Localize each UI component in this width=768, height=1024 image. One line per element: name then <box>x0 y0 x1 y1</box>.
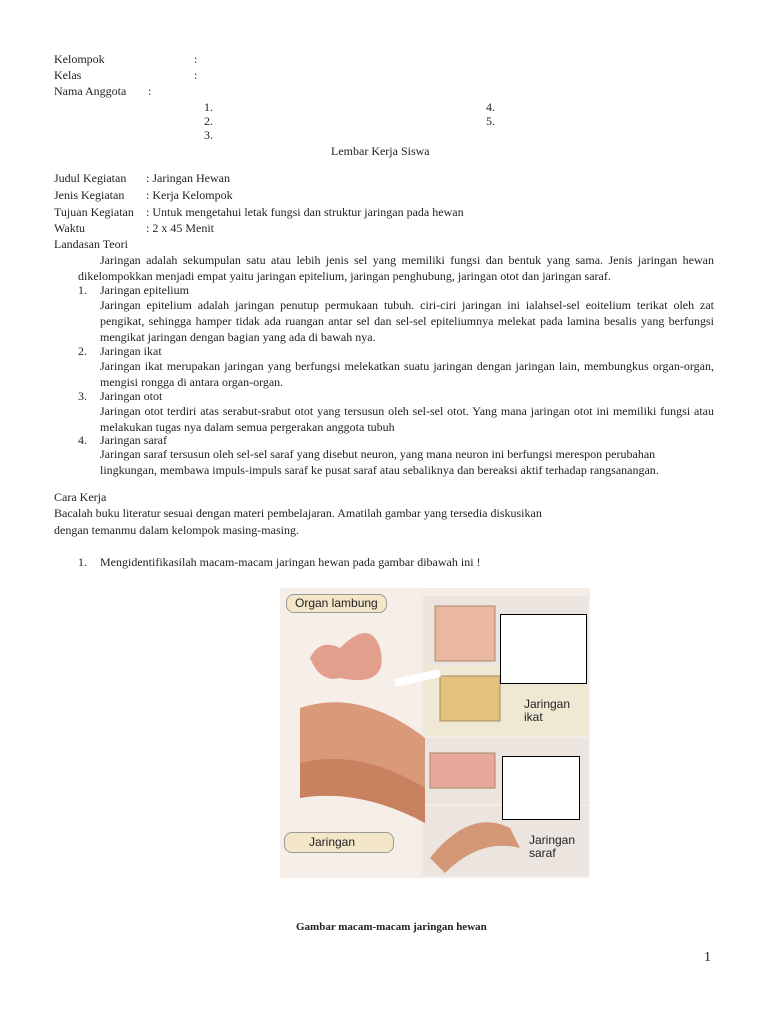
blank-answer-box[interactable] <box>500 614 587 684</box>
info-value: : Jaringan Hewan <box>146 171 230 185</box>
info-label: Tujuan Kegiatan <box>54 205 134 219</box>
item-text: Jaringan ikat merupakan jaringan yang berfungsi melekatkan suatu jaringan dengan jaringan lain, membungkus organ-organ, mengisi rongga di antara organ-organ. <box>100 359 714 389</box>
jaringan-saraf-label: Jaringan saraf <box>529 833 576 860</box>
jaringan-label: Jaringan <box>284 832 394 853</box>
colon: : <box>194 52 198 66</box>
item-text: Jaringan saraf tersusun oleh sel-sel saraf yang disebut neuron, yang mana neuron ini berfungsi merespon perubahan lingkungan, membawa impuls-impuls saraf ke pusat saraf atau sebaliknya dan bereaksi aktif terhadap rangsanangan. <box>100 447 659 477</box>
organ-lambung-label: Organ lambung <box>286 594 387 613</box>
page-number: 1 <box>704 950 711 965</box>
cara-text: Bacalah buku literatur sesuai dengan materi pembelajaran. Amatilah gambar yang tersedia diskusikan <box>54 506 542 520</box>
member-5: 5. <box>486 114 495 128</box>
info-value: : 2 x 45 Menit <box>146 221 214 235</box>
info-value: : Kerja Kelompok <box>146 188 233 202</box>
item-title: Jaringan ikat <box>100 344 162 358</box>
info-value: : Untuk mengetahui letak fungsi dan struktur jaringan pada hewan <box>146 205 464 219</box>
member-4: 4. <box>486 100 495 114</box>
cara-heading: Cara Kerja <box>54 490 107 504</box>
item-text: Jaringan otot terdiri atas serabut-srabut otot yang tersusun oleh sel-sel otot. Yang mana jaringan otot ini memiliki fungsi atau melakukan tugas nya dalam semua pergerakan anggota tubuh <box>100 404 714 434</box>
member-3: 3. <box>204 128 213 142</box>
page-title: Lembar Kerja Siswa <box>331 144 430 158</box>
jaringan-ikat-label: Jaringan ikat <box>524 697 571 724</box>
item-num: 1. <box>78 283 87 297</box>
member-1: 1. <box>204 100 213 114</box>
item-text: Jaringan epitelium adalah jaringan penutup permukaan tubuh. ciri-ciri jaringan ini ialahsel-sel eoitelium terikat oleh zat pengikat, sehingga hamper tidak ada ruangan antar sel dan sel-sel epiteliumnya melekat pada lamina besalis yang berfungsi mengikat jaringan dengan bagian yang ada di bawah nya. <box>100 298 714 344</box>
item-title: Jaringan saraf <box>100 433 167 447</box>
item-num: 2. <box>78 344 87 358</box>
nama-anggota-label: Nama Anggota <box>54 84 127 98</box>
kelas-label: Kelas <box>54 68 82 82</box>
kelompok-label: Kelompok <box>54 52 105 66</box>
step-num: 1. <box>78 555 87 569</box>
item-title: Jaringan otot <box>100 389 163 403</box>
landasan-heading: Landasan Teori <box>54 237 128 251</box>
figure-caption: Gambar macam-macam jaringan hewan <box>296 921 487 933</box>
colon: : <box>148 84 152 98</box>
cara-text: dengan temanmu dalam kelompok masing-masing. <box>54 523 299 537</box>
info-label: Judul Kegiatan <box>54 171 127 185</box>
colon: : <box>194 68 198 82</box>
item-title: Jaringan epitelium <box>100 283 189 297</box>
step-text: Mengidentifikasilah macam-macam jaringan hewan pada gambar dibawah ini ! <box>100 555 481 569</box>
info-label: Jenis Kegiatan <box>54 188 125 202</box>
item-num: 4. <box>78 433 87 447</box>
info-label: Waktu <box>54 221 86 235</box>
item-num: 3. <box>78 389 87 403</box>
landasan-intro: Jaringan adalah sekumpulan satu atau lebih jenis sel yang memiliki fungsi dan bentuk yang sama. Jenis jaringan hewan dikelompokkan menjadi empat yaitu jaringan epitelium, jaringan penghubung, jaringan otot dan jaringan saraf. <box>78 253 714 283</box>
blank-answer-box[interactable] <box>502 756 580 820</box>
tissue-figure <box>280 588 590 878</box>
member-2: 2. <box>204 114 213 128</box>
